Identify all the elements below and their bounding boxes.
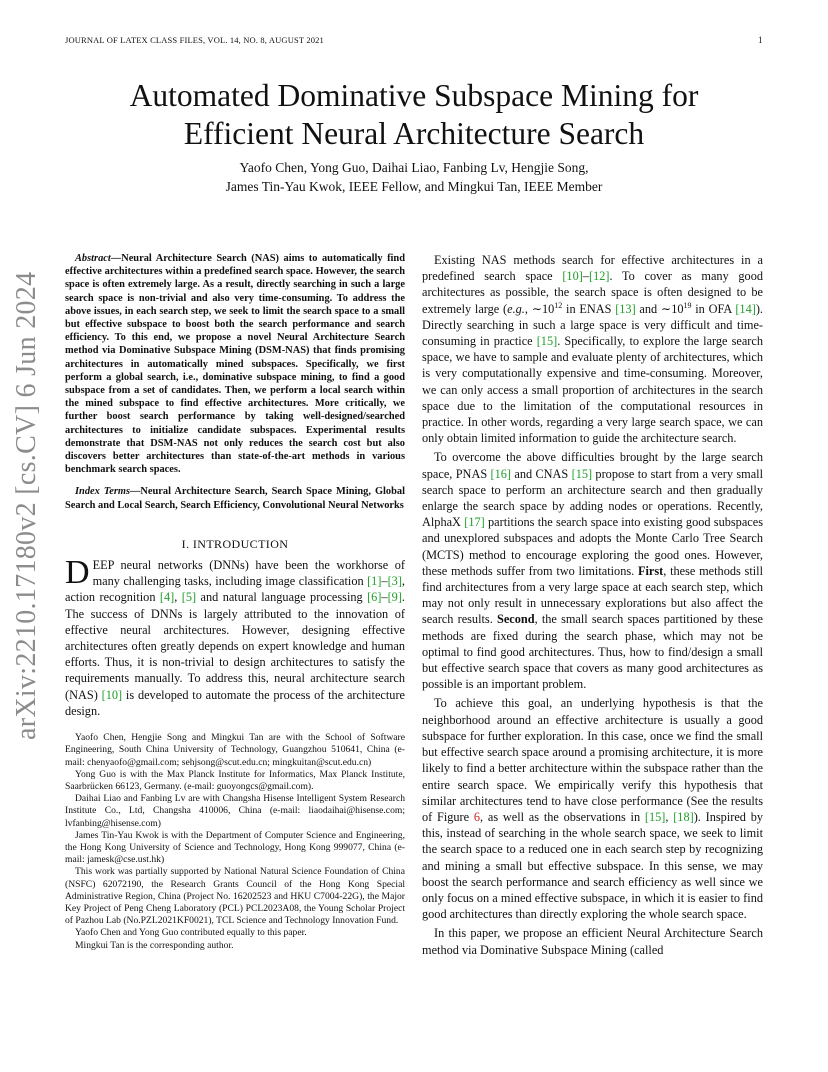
- index-terms: [65, 485, 405, 511]
- authors-line-2: James Tin-Yau Kwok, IEEE Fellow, and Mingkui Tan, IEEE Member: [225, 179, 603, 194]
- citation-link[interactable]: [10]: [101, 687, 123, 702]
- citation-link[interactable]: [9]: [387, 590, 402, 605]
- footnote: This work was partially supported by National Natural Science Foundation of China (NSFC) 62072190, the Research Grants Council of the Hong Kong Special Administrative Region, China (Project No. 16202523 and HKU C7004-22G), the Major Key Project of Peng Cheng Laboratory (PCL) PCL2023A08, the Young Scholar Project of Pazhou Lab (No.PZL2021KF0021), TCL Science and Technology Innovation Fund.: [65, 866, 405, 927]
- title-line-1: Automated Dominative Subspace Mining for: [129, 78, 699, 113]
- right-column: [422, 252, 763, 958]
- body-text: and ∼10: [635, 301, 684, 316]
- footnote: James Tin-Yau Kwok is with the Department of Computer Science and Engineering, the Hong Kong University of Science and Technology, Hong Kong 999077, China (e-mail: jamesk@cse.ust.hk): [65, 829, 405, 866]
- intro-text: , action recognition: [65, 574, 405, 605]
- exponent: 19: [683, 300, 692, 310]
- footnote: Daihai Liao and Fanbing Lv are with Changsha Hisense Intelligent System Research Institute Co., Ltd, Changsha 410006, China (e-mail: liaodaihai@hisense.com; lvfanbing@hisense.com): [65, 793, 405, 829]
- intro-paragraph: [65, 554, 405, 719]
- body-text: and CNAS: [511, 466, 572, 481]
- body-text: in ENAS: [562, 301, 616, 316]
- abstract-label: Abstract: [75, 253, 111, 264]
- citation-link[interactable]: [17]: [464, 515, 485, 530]
- figure-ref-link[interactable]: 6: [473, 809, 481, 824]
- body-text: ,: [665, 809, 674, 824]
- body-paragraph-2: [422, 449, 763, 692]
- intro-text: is developed to automate the process of the architecture design.: [65, 687, 405, 718]
- emphasis-first: First: [637, 563, 664, 578]
- paper-title: [0, 77, 828, 153]
- body-text: ). Directly searching in such a large space is very difficult and time-consuming in practice: [422, 301, 763, 349]
- body-text: , the small search spaces partitioned by these methods are fixed during the search phase, which may not be optimal to find good architectures. Thus, how to find/design a small but effective search space that covers as many good architectures as possible is an important problem.: [422, 612, 764, 692]
- page-number: 1: [758, 35, 763, 45]
- journal-header: JOURNAL OF LATEX CLASS FILES, VOL. 14, NO. 8, AUGUST 2021: [65, 35, 324, 45]
- dash: –: [381, 590, 388, 605]
- body-text: e.g.: [507, 301, 525, 316]
- body-text: To overcome the above difficulties brought by the large search space, PNAS: [422, 450, 763, 481]
- body-text: . Specifically, to explore the large search space, we have to sample and evaluate plenty of architectures, which is very computationally expensive and time-consuming. Moreover, we can only access a small proportion of architectures in the search space due to the limitation of the computational resources in practice. In other words, regarding a very large search space, we can only obtain limited information to guide the architecture search.: [422, 334, 763, 446]
- abstract: [65, 252, 405, 476]
- body-text: In this paper, we propose an efficient Neural Architecture Search method via Dominative Subspace Mining (called: [422, 926, 763, 957]
- citation-link[interactable]: [6]: [367, 590, 382, 605]
- footnote: Yong Guo is with the Max Planck Institute for Informatics, Max Planck Institute, Saarbrücken 66123, Germany. (e-mail: guoyongcs@gmail.com).: [65, 768, 405, 792]
- body-text: in OFA: [691, 301, 736, 316]
- citation-link[interactable]: [5]: [181, 590, 197, 605]
- citation-link[interactable]: [10]: [562, 269, 583, 284]
- dash: –: [582, 269, 589, 284]
- dash: –: [381, 574, 388, 589]
- citation-link[interactable]: [16]: [490, 466, 512, 481]
- citation-link[interactable]: [15]: [536, 334, 558, 349]
- author-list: [0, 158, 828, 196]
- intro-smallcaps: EEP: [92, 558, 114, 573]
- body-text: To achieve this goal, an underlying hypothesis is that the neighborhood around an effective architecture is usually a good subspace for further exploration. In this case, once we find the small but effective search space around a promising architecture, it is more likely to find a better architecture within the subspace rather than the entire search space. We empirically verify this hypothesis that similar architectures tend to have close performance (See the results of Figure: [422, 696, 763, 824]
- intro-text: . The success of DNNs is largely attributed to the innovation of effective neural architectures. However, designing effective architectures often greatly depends on expert knowledge and human efforts. Thus, it is non-trivial to design architectures to satisfy the requirements manually. To address this, neural architecture search (NAS): [65, 590, 405, 702]
- intro-text: neural networks (DNNs) have been the workhorse of many challenging tasks, including image classification: [92, 558, 405, 589]
- body-text: ). Inspired by this, instead of searching in the whole search space, we seek to limit the search space to a reduced one in each search step by recognizing and mining a small but effective subspace. In this sense, we may boost the search performance and search efficiency as well since we only focus on a mined effective subspace, in which it is easier to find good architectures than directly exploring the whole search space.: [422, 809, 763, 922]
- intro-text: ,: [174, 590, 182, 605]
- footnote: Yaofo Chen, Hengjie Song and Mingkui Tan are with the School of Software Engineering, South China University of Technology, Guangzhou 510641, China (e-mail: chenyaofo@gmail.com; sehjsong@scut.edu.cn; mingkuitan@scut.edu.cn): [65, 732, 405, 768]
- citation-link[interactable]: [18]: [673, 809, 694, 824]
- body-text: , these methods still find architectures from a very large space at each search step, which may not only result in unnecessary explorations but also affect the search results.: [422, 563, 763, 627]
- citation-link[interactable]: [14]: [735, 301, 756, 316]
- abstract-text: —Neural Architecture Search (NAS) aims to automatically find effective architectures within a predefined search space. However, the search space is often extremely large. As a result, directly searching in such a large search space is non-trivial and also very time-consuming. To address the above issues, in each search step, we seek to limit the search space to a small but effective subspace to boost both the search performance and search efficiency. To this end, we propose a novel Neural Architecture Search method via Dominative Subspace Mining (DSM-NAS) that finds promising architectures in automatically mined subspaces. Specifically, we first perform a global search, i.e., dominative subspace mining, to find a good subspace from a set of candidates. Then, we perform a local search within the mined subspace to find effective architectures. More critically, we further boost search performance by taking well-designed/searched architectures to initialize candidate subspaces. Experimental results demonstrate that DSM-NAS not only reduces the search cost but also discovers better architectures than state-of-the-art methods in various benchmark search spaces.: [65, 253, 405, 476]
- citation-link[interactable]: [3]: [387, 574, 402, 589]
- citation-link[interactable]: [15]: [571, 466, 593, 481]
- title-line-2: Efficient Neural Architecture Search: [183, 116, 645, 151]
- body-text: Existing NAS methods search for effective architectures in a predefined search space: [422, 253, 763, 284]
- footnote: Mingkui Tan is the corresponding author.: [75, 939, 234, 951]
- citation-link[interactable]: [12]: [588, 269, 610, 284]
- exponent: 12: [554, 300, 563, 310]
- authors-line-1: Yaofo Chen, Yong Guo, Daihai Liao, Fanbing Lv, Hengjie Song,: [239, 160, 589, 175]
- body-text: , as well as the observations in: [480, 809, 645, 824]
- emphasis-second: Second: [496, 612, 535, 627]
- body-paragraph-4: [422, 925, 763, 957]
- citation-link[interactable]: [4]: [159, 590, 175, 605]
- index-terms-label: Index Terms: [75, 486, 131, 498]
- body-text: partitions the search space into existing good subspaces and unexplored subspaces and adopts the Monte Carlo Tree Search (MCTS) method to encourage exploring the good ones. However, these methods suffer from two limitations.: [422, 515, 763, 578]
- left-column: [65, 252, 405, 952]
- index-terms-text: —Neural Architecture Search, Search Space Mining, Global Search and Local Search, Search Efficiency, Convolutional Neural Networks: [65, 486, 405, 511]
- body-text: , ∼10: [524, 301, 555, 316]
- citation-link[interactable]: [15]: [644, 809, 666, 824]
- body-text: . To cover as many good architectures as possible, the search space is often designed to be extremely large (: [422, 269, 763, 316]
- body-text: propose to start from a very small search space to perform an architecture search and then gradually enlarge the search space by adding nodes or operations. Recently, AlphaX: [422, 466, 763, 530]
- arxiv-stamp: arXiv:2210.17180v2 [cs.CV] 6 Jun 2024: [11, 271, 42, 740]
- citation-link[interactable]: [13]: [615, 301, 636, 316]
- section-heading-introduction: I. INTRODUCTION: [181, 536, 289, 551]
- footnote: Yaofo Chen and Yong Guo contributed equally to this paper.: [75, 927, 307, 939]
- citation-link[interactable]: [1]: [367, 574, 382, 589]
- affiliation-footnotes: [65, 732, 405, 952]
- body-paragraph-3: [422, 695, 763, 922]
- drop-cap: D: [65, 554, 90, 592]
- intro-text: and natural language processing: [196, 590, 368, 605]
- body-paragraph-1: [422, 252, 763, 446]
